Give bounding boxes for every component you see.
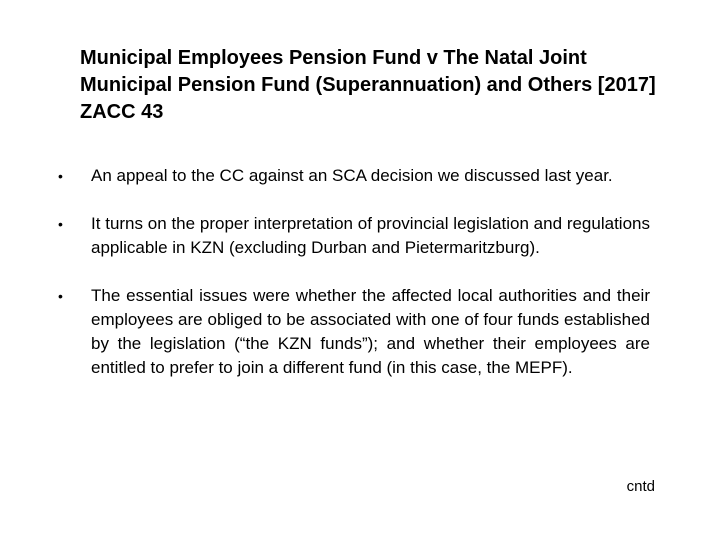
- bullet-item-appeal: • An appeal to the CC against an SCA decision we discussed last year.: [58, 164, 650, 188]
- continued-note: cntd: [626, 478, 655, 495]
- bullet-item-interpretation: • It turns on the proper interpretation of provincial legislation and regulations applicable in KZN (excluding Durban and Pietermaritzburg).: [58, 212, 650, 260]
- slide-title: Municipal Employees Pension Fund v The Natal Joint Municipal Pension Fund (Superannuation) and Others [2017] ZACC 43: [80, 47, 656, 123]
- bullet-item-essential-issues: • The essential issues were whether the affected local authorities and their employees are obliged to be associated with one of four funds established by the legislation (“the KZN funds”); and whether their employees are entitled to prefer to join a different fund (in this case, the MEPF).: [58, 284, 650, 380]
- bullet-list: [58, 164, 650, 404]
